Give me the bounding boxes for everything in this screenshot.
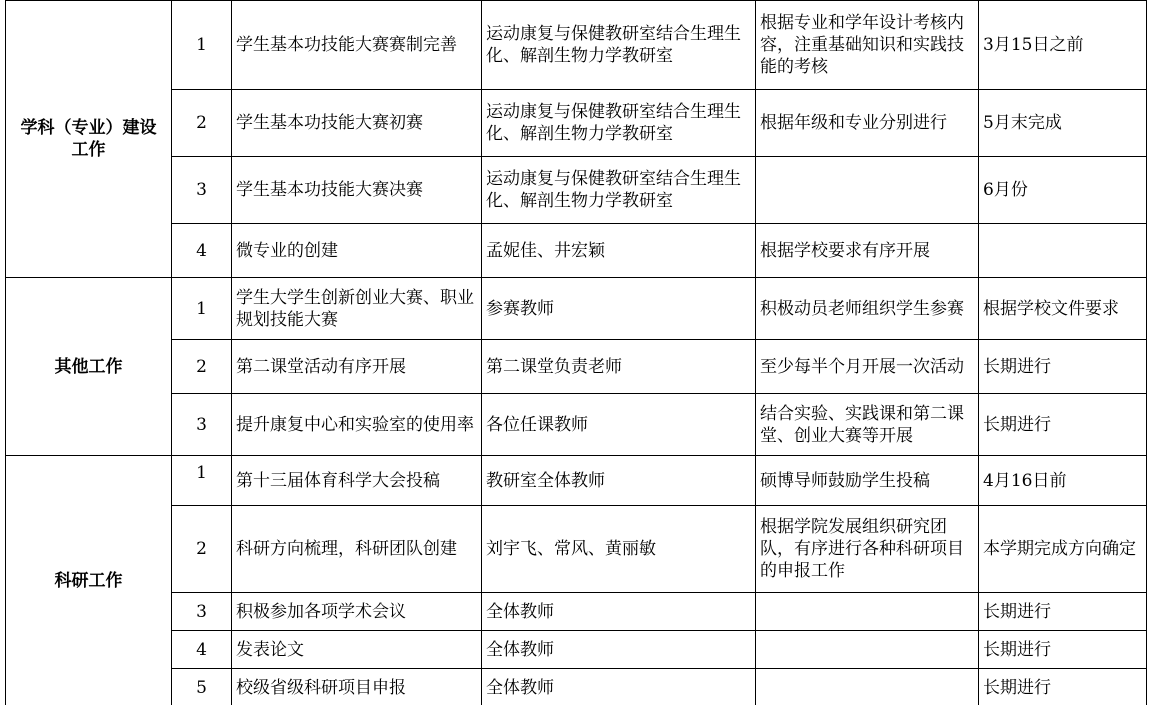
- deadline-cell: 3月15日之前: [979, 1, 1147, 90]
- responsible-cell: 孟妮佳、井宏颖: [482, 224, 756, 278]
- deadline-cell: 根据学校文件要求: [979, 278, 1147, 340]
- responsible-cell: 运动康复与保健教研室结合生理生化、解剖生物力学教研室: [482, 1, 756, 90]
- table-row: [6, 157, 1147, 224]
- row-number: 1: [172, 1, 232, 90]
- table-row: [6, 631, 1147, 669]
- responsible-cell: 各位任课教师: [482, 394, 756, 456]
- table-row: [6, 90, 1147, 157]
- row-number: 5: [172, 669, 232, 707]
- row-number: 1: [172, 278, 232, 340]
- work-plan-table: [5, 0, 1147, 707]
- responsible-cell: 全体教师: [482, 669, 756, 707]
- task-cell: 学生基本功技能大赛决赛: [232, 157, 482, 224]
- row-number: 4: [172, 224, 232, 278]
- task-cell: 第十三届体育科学大会投稿: [232, 456, 482, 506]
- requirement-cell: 根据学院发展组织研究团队，有序进行各种科研项目的申报工作: [756, 506, 979, 593]
- table-row: [6, 340, 1147, 394]
- task-cell: 发表论文: [232, 631, 482, 669]
- table-row: [6, 456, 1147, 506]
- category-cell: 学科（专业）建设工作: [6, 1, 172, 278]
- requirement-cell: 硕博导师鼓励学生投稿: [756, 456, 979, 506]
- task-cell: 微专业的创建: [232, 224, 482, 278]
- responsible-cell: 参赛教师: [482, 278, 756, 340]
- task-cell: 学生大学生创新创业大赛、职业规划技能大赛: [232, 278, 482, 340]
- responsible-cell: 全体教师: [482, 631, 756, 669]
- task-cell: 科研方向梳理，科研团队创建: [232, 506, 482, 593]
- deadline-cell: 长期进行: [979, 593, 1147, 631]
- responsible-cell: 全体教师: [482, 593, 756, 631]
- row-number: 2: [172, 506, 232, 593]
- category-cell: 科研工作: [6, 456, 172, 707]
- requirement-cell: [756, 631, 979, 669]
- row-number: 3: [172, 593, 232, 631]
- requirement-cell: 根据学校要求有序开展: [756, 224, 979, 278]
- requirement-cell: 结合实验、实践课和第二课堂、创业大赛等开展: [756, 394, 979, 456]
- requirement-cell: 积极动员老师组织学生参赛: [756, 278, 979, 340]
- row-number: 2: [172, 90, 232, 157]
- row-number: 3: [172, 157, 232, 224]
- task-cell: 校级省级科研项目申报: [232, 669, 482, 707]
- table-row: [6, 278, 1147, 340]
- table-row: [6, 224, 1147, 278]
- responsible-cell: 教研室全体教师: [482, 456, 756, 506]
- table-row: [6, 506, 1147, 593]
- deadline-cell: 6月份: [979, 157, 1147, 224]
- table-row: [6, 394, 1147, 456]
- task-cell: 提升康复中心和实验室的使用率: [232, 394, 482, 456]
- deadline-cell: 长期进行: [979, 631, 1147, 669]
- requirement-cell: [756, 593, 979, 631]
- responsible-cell: 运动康复与保健教研室结合生理生化、解剖生物力学教研室: [482, 157, 756, 224]
- deadline-cell: 长期进行: [979, 669, 1147, 707]
- deadline-cell: 5月末完成: [979, 90, 1147, 157]
- requirement-cell: 根据专业和学年设计考核内容，注重基础知识和实践技能的考核: [756, 1, 979, 90]
- deadline-cell: 4月16日前: [979, 456, 1147, 506]
- responsible-cell: 运动康复与保健教研室结合生理生化、解剖生物力学教研室: [482, 90, 756, 157]
- deadline-cell: 长期进行: [979, 340, 1147, 394]
- row-number: 2: [172, 340, 232, 394]
- requirement-cell: 至少每半个月开展一次活动: [756, 340, 979, 394]
- row-number: 4: [172, 631, 232, 669]
- task-cell: 学生基本功技能大赛赛制完善: [232, 1, 482, 90]
- responsible-cell: 第二课堂负责老师: [482, 340, 756, 394]
- responsible-cell: 刘宇飞、常风、黄丽敏: [482, 506, 756, 593]
- requirement-cell: 根据年级和专业分别进行: [756, 90, 979, 157]
- deadline-cell: 长期进行: [979, 394, 1147, 456]
- task-cell: 学生基本功技能大赛初赛: [232, 90, 482, 157]
- requirement-cell: [756, 157, 979, 224]
- table-row: [6, 669, 1147, 707]
- page-bottom-margin: [0, 705, 1151, 711]
- row-number: 3: [172, 394, 232, 456]
- requirement-cell: [756, 669, 979, 707]
- table-row: [6, 593, 1147, 631]
- task-cell: 积极参加各项学术会议: [232, 593, 482, 631]
- category-cell: 其他工作: [6, 278, 172, 456]
- row-number: 1: [172, 456, 232, 506]
- table-row: [6, 1, 1147, 90]
- task-cell: 第二课堂活动有序开展: [232, 340, 482, 394]
- deadline-cell: 本学期完成方向确定: [979, 506, 1147, 593]
- deadline-cell: [979, 224, 1147, 278]
